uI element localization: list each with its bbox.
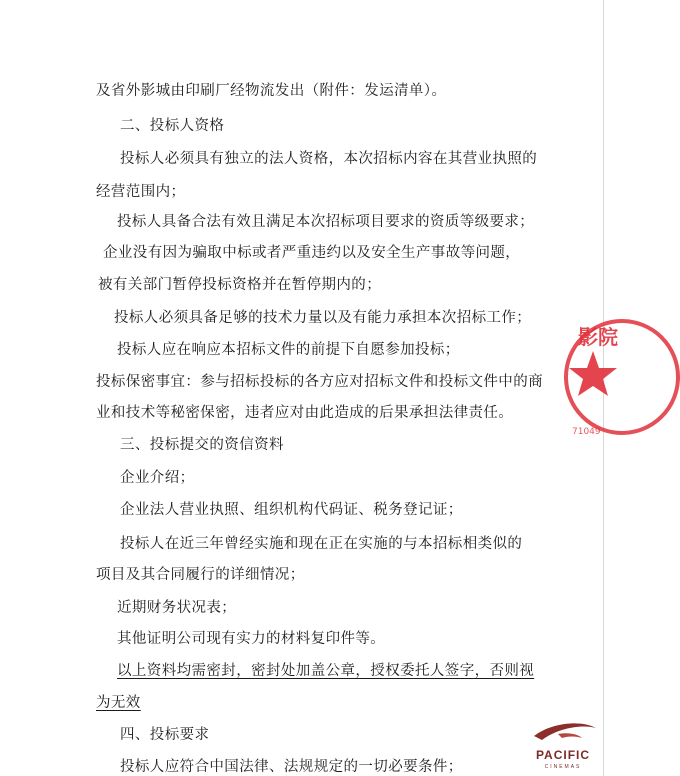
underlined-text-line: 为无效 [96, 695, 141, 711]
text-line: 及省外影城由印刷厂经物流发出（附件：发运清单）。 [96, 83, 447, 99]
text-line: 投标人具备合法有效且满足本次招标项目要求的资质等级要求； [117, 214, 535, 230]
section-heading: 四、投标要求 [120, 727, 210, 743]
text-line: 投标人必须具备足够的技术力量以及有能力承担本次招标工作； [114, 310, 532, 326]
company-seal [560, 312, 680, 442]
underlined-text-line: 以上资料均需密封，密封处加盖公章，授权委托人签字，否则视 [117, 663, 535, 679]
text-line: 经营范围内； [96, 184, 186, 200]
seal-number: 71049 [572, 427, 601, 437]
text-line: 投标保密事宜：参与招标投标的各方应对招标文件和投标文件中的商 [96, 374, 543, 390]
text-line: 投标人必须具有独立的法人资格，本次招标内容在其营业执照的 [120, 151, 538, 167]
text-line: 业和技术等秘密保密，违者应对由此造成的后果承担法律责任。 [96, 405, 514, 421]
text-line: 企业没有因为骗取中标或者严重违约以及安全生产事故等问题， [103, 245, 521, 261]
logo-subtitle: CINEMAS [544, 764, 582, 770]
section-heading: 三、投标提交的资信资料 [120, 437, 284, 453]
text-line: 企业介绍； [120, 470, 195, 486]
section-heading: 二、投标人资格 [120, 118, 225, 134]
text-line: 企业法人营业执照、组织机构代码证、税务登记证； [120, 502, 463, 518]
text-line: 投标人在近三年曾经实施和现在正在实施的与本招标相类似的 [120, 536, 523, 552]
seal-icon [560, 312, 680, 442]
seal-star-icon [569, 351, 617, 396]
text-line: 近期财务状况表； [117, 600, 237, 616]
text-line: 投标人应符合中国法律、法规规定的一切必要条件； [120, 759, 463, 775]
text-line: 投标人应在响应本招标文件的前提下自愿参加投标； [117, 342, 460, 358]
logo-name: PACIFIC [535, 748, 591, 762]
text-line: 项目及其合同履行的详细情况； [96, 567, 305, 583]
text-line: 被有关部门暂停投标资格并在暂停期内的； [98, 277, 382, 293]
text-line: 其他证明公司现有实力的材料复印件等。 [117, 631, 386, 647]
seal-text: 影院 [578, 325, 618, 349]
